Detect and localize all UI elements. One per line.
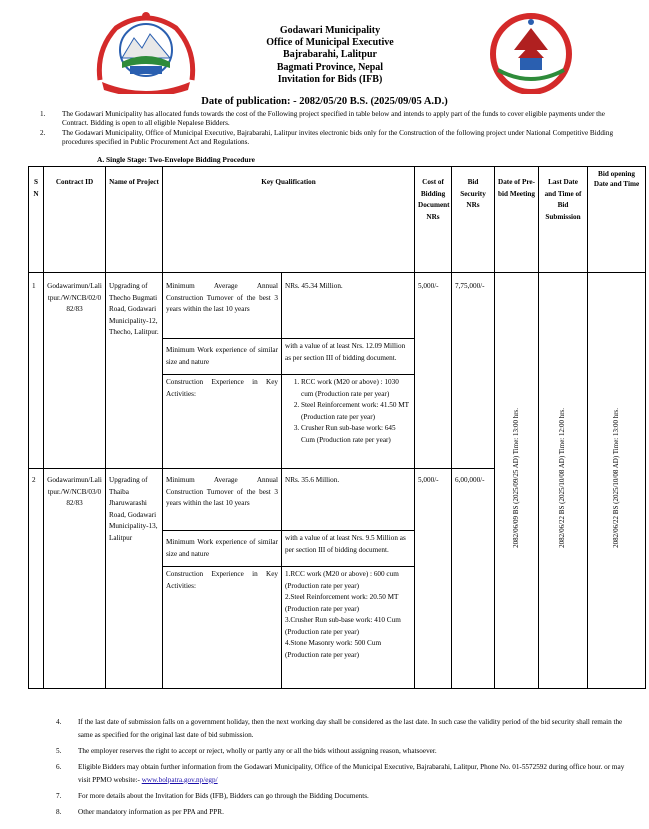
header-contract: Contract ID xyxy=(44,167,106,273)
table-row: Minimum Work experience of similar size and nature with a value of at least Nrs. 9.5 Million as per section III of bidding document. xyxy=(29,531,646,567)
intro-item: 2. The Godawari Municipality, Office of Municipal Executive, Bajrabarahi, Lalitpur invites electronic bids only for the Construction of the following project under National Competitive Bidding procedures specified in Public Procurement Act and Regulations. xyxy=(40,129,614,146)
header-cost: Cost of Bidding Document NRs xyxy=(415,167,452,273)
document-header xyxy=(170,25,490,86)
note-item: 4. If the last date of submission falls on a government holiday, then the next working day shall be considered as the last date. In such case the validity period of the bid security shall remain the same as specified for the original last date of bid submission. xyxy=(56,718,623,739)
municipality-logo-icon xyxy=(484,10,578,94)
ppmo-website-link[interactable]: www.bolpatra.gov.np/egp/ xyxy=(141,775,218,784)
intro-item: 1. The Godawari Municipality has allocated funds towards the cost of the Following project specified in table below and intends to apply part of the funds to cover eligible payments under the Contract. Bidding is open to all eligible Nepalese Bidders. xyxy=(40,110,605,127)
note-item: 5. The employer reserves the right to accept or reject, wholly or partly any or all the bids without assigning reason, whatsoever. xyxy=(56,747,437,755)
table-row: Minimum Work experience of similar size and nature with a value of at least Nrs. 12.09 Million as per section III of bidding document. xyxy=(29,339,646,375)
prebid-date: 2082/06/09 BS (2025/09/25 AD) Time: 13:00 hrs. xyxy=(511,408,520,549)
header-security: Bid Security NRs xyxy=(452,167,495,273)
location: Bajrabarahi, Lalitpur xyxy=(283,49,377,61)
office-name: Office of Municipal Executive xyxy=(266,37,394,49)
header-opening: Bid opening Date and Time xyxy=(588,167,646,273)
last-submission-date: 2082/06/22 BS (2025/10/08 AD) Time: 12:00 hrs. xyxy=(558,408,567,549)
header-prebid: Date of Pre-bid Meeting xyxy=(495,167,539,273)
header-sn: S N xyxy=(29,167,44,273)
document-title: Invitation for Bids (IFB) xyxy=(277,73,383,85)
header-key-qualification: Key Qualification xyxy=(163,167,415,273)
bid-opening-date: 2082/06/22 BS (2025/10/08 AD) Time: 13:00 hrs. xyxy=(611,408,620,549)
table-row: 2 Godawarimun/Lalitpur./W/NCB/03/082/83 Upgrading of Thaiba Jharuwarashi Road, Godawari Municipality-13, Lalitpur Minimum Average Annual Construction Turnover of the best 3 years within the last 10 years NRs. 35.6 Million. 5,000/- 6,00,000/- xyxy=(29,469,646,531)
note-item: 8. Other mandatory information as per PPA and PPR. xyxy=(56,808,224,816)
org-name: Godawari Municipality xyxy=(279,25,381,36)
header-lastdate: Last Date and Time of Bid Submission xyxy=(539,167,588,273)
header-project: Name of Project xyxy=(106,167,163,273)
bids-table xyxy=(28,166,646,689)
note-item: 6. Eligible Bidders may obtain further information from the Godawari Municipality, Office of the Municipal Executive, Bajrabarahi, Lalitpur, Phone No. 01-5572592 during office hour. or may visit PPMO website:- www.bolpatra.gov.np/egp/ xyxy=(56,763,625,784)
section-heading: A. Single Stage: Two-Envelope Bidding Procedure xyxy=(97,155,255,164)
note-item: 7. For more details about the Invitation for Bids (IFB), Bidders can go through the Bidding Documents. xyxy=(56,792,369,800)
publication-date: Date of publication: - 2082/05/20 B.S. (2025/09/05 A.D.) xyxy=(201,96,448,107)
table-row: Construction Experience in Key Activities: 1.RCC work (M20 or above) : 600 cum (Production rate per year) 2.Steel Reinforcement work: 20.50 MT (Production rate per year) 3.Crusher Run sub-base work: 410 Cum (Production rate per year) 4.Stone Masonry work: 500 Cum (Production rate per year) xyxy=(29,567,646,689)
table-row: Construction Experience in Key Activities: 1. RCC work (M20 or above) : 1030 cum (Production rate per year) 2. Steel Reinforcement work: 41.50 MT (Production rate per year) 3. Crusher Run sub-base work: 645 Cum (Production rate per year) xyxy=(29,375,646,469)
table-row: 1 Godawarimun/Lalitpur./W/NCB/02/082/83 Upgrading of Thecho Bugmati Road, Godawari Municipality-12, Thecho, Lalitpur. Minimum Average Annual Construction Turnover of the best 3 years within the last 10 years NRs. 45.34 Million. 5,000/- 7,75,000/- 2082/06/09 BS (2025/09/25 AD) Time: 13:00 hrs. 2082/06/22 BS (2025/10/08 AD) Time: 12:00 hrs. 2082/06/22 BS (2025/10/08 AD) Time: 13:00 hrs. xyxy=(29,273,646,339)
province: Bagmati Province, Nepal xyxy=(276,61,384,73)
